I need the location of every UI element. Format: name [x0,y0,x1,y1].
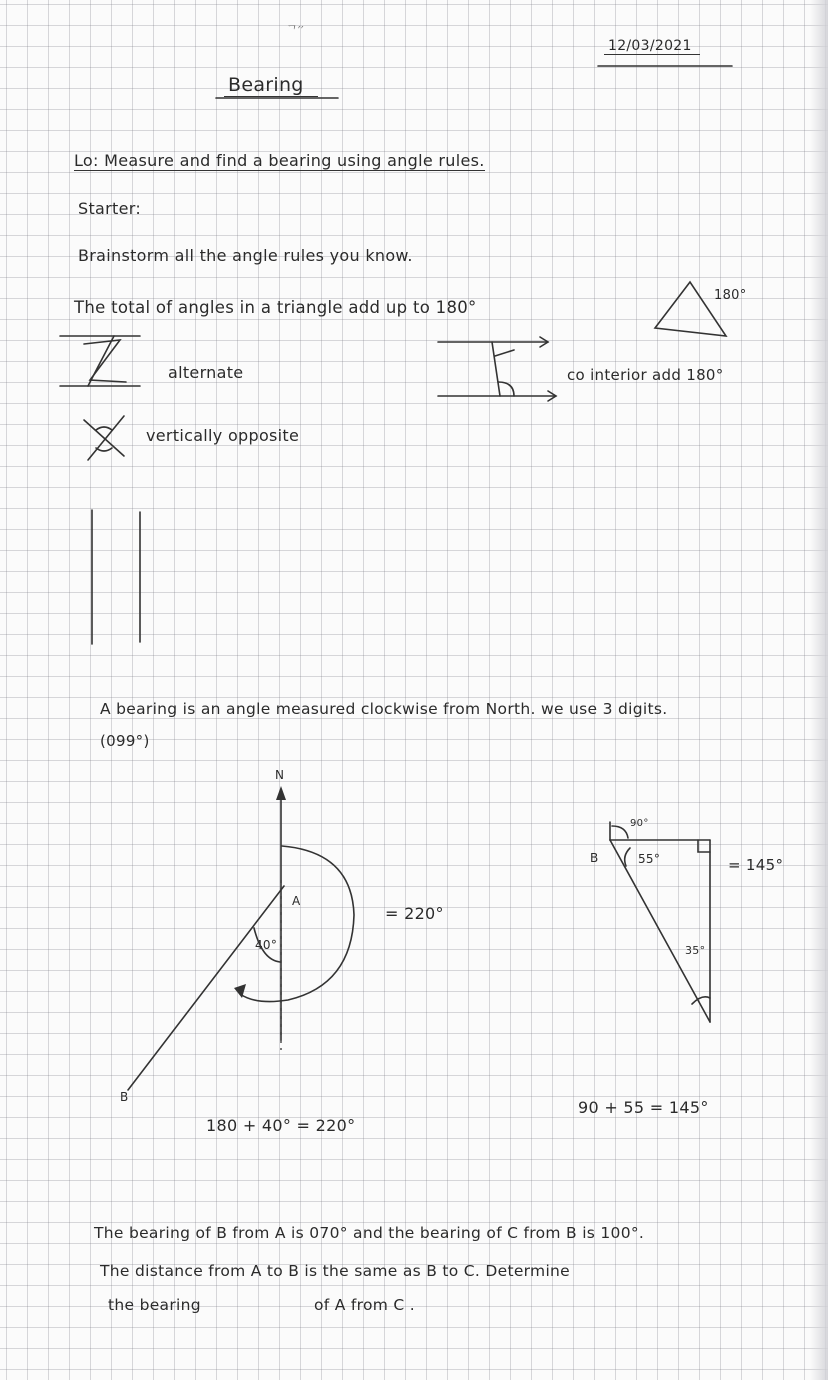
point-b-label: B [120,1090,129,1104]
cointerior-label: co interior add 180° [567,366,724,384]
brainstorm-text: Brainstorm all the angle rules you know. [78,246,413,265]
alternate-label: alternate [168,363,244,382]
angle-220-label: = 220° [385,904,444,923]
question-line-3a: the bearing [108,1296,201,1314]
question-line-2: The distance from A to B is the same as B to C. Determine [100,1262,571,1280]
learning-objective: Lo: Measure and find a bearing using angle rules. [74,151,485,170]
margin-scribble: ᄀ′′ [286,24,304,38]
north-label: N [275,768,285,782]
angle-35-label: 35° [685,944,706,957]
bearing-diagram-220 [128,786,354,1090]
bearing-diagram-145 [610,822,710,1022]
starter-heading: Starter: [78,199,142,218]
vertically-opposite-sketch [84,416,124,460]
cointerior-angles-sketch [438,337,556,401]
alternate-angles-sketch [60,336,140,386]
angle-90-label: 90° [630,818,649,829]
page-title: Bearing [224,74,318,97]
bearing-example: (099°) [100,732,150,750]
working-220: 180 + 40° = 220° [206,1116,356,1135]
diagram2-point-b-label: B [590,851,599,865]
angle-145-label: = 145° [728,856,784,874]
triangle-180-label: 180° [714,288,747,303]
triangle-sketch [655,282,726,336]
question-line-1: The bearing of B from A is 070° and the bearing of C from B is 100°. [94,1224,645,1242]
triangle-rule-text: The total of angles in a triangle add up to 180° [74,298,477,317]
bearing-definition: A bearing is an angle measured clockwise from North. we use 3 digits. [100,700,668,718]
date-text: 12/03/2021 [604,38,700,55]
vertically-opposite-label: vertically opposite [146,426,300,445]
angle-40-label: 40° [255,938,278,952]
question-line-3b: of A from C . [314,1296,415,1314]
working-145: 90 + 55 = 145° [578,1098,709,1117]
point-a-label: A [292,894,301,908]
angle-55-label: 55° [638,852,661,866]
